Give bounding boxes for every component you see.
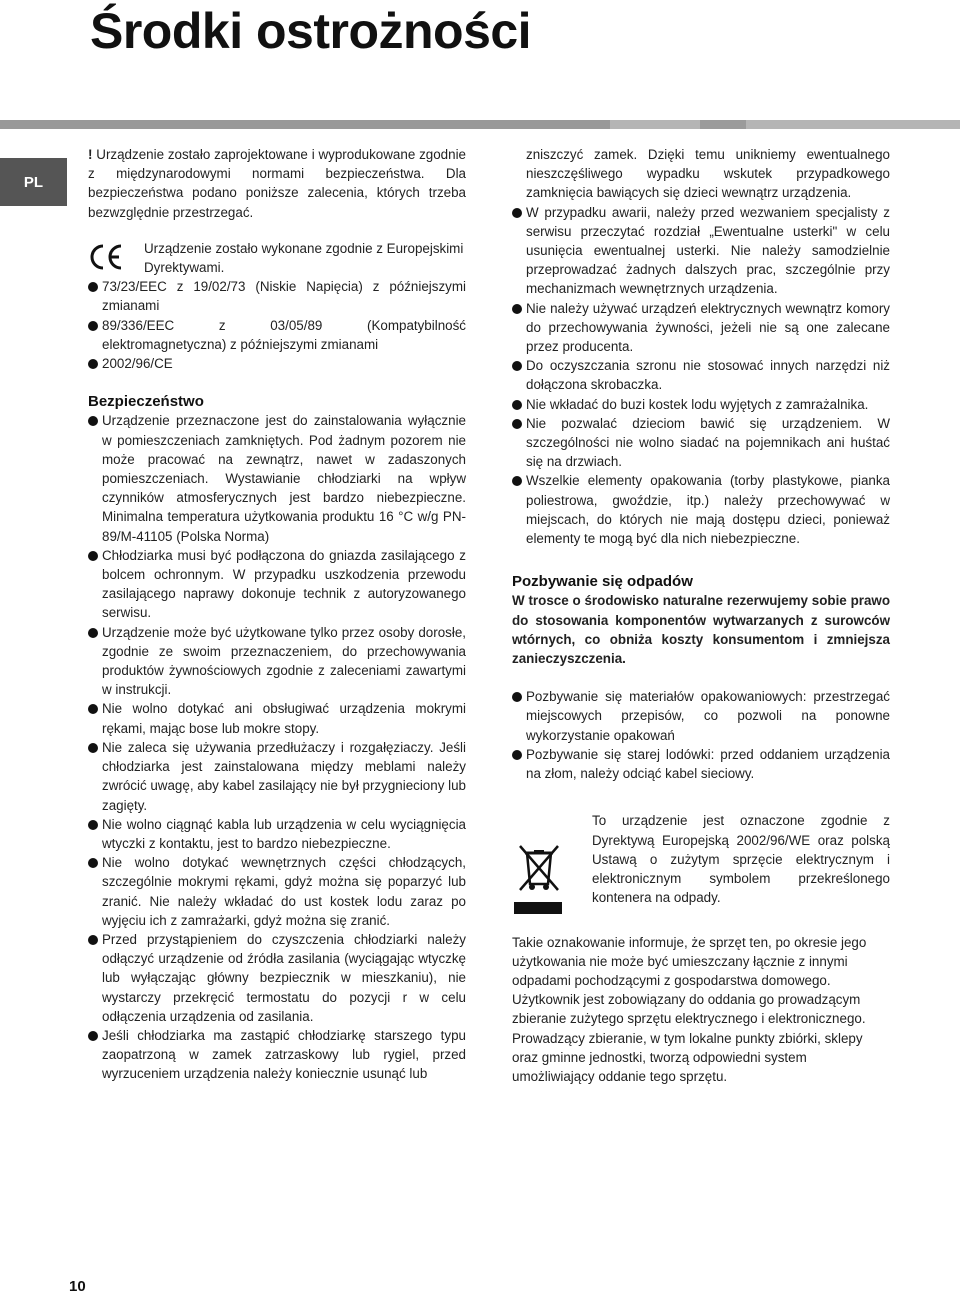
safety-heading: Bezpieczeństwo	[88, 393, 204, 411]
bullet-dot-icon	[512, 361, 522, 371]
safety-item	[88, 699, 466, 737]
bullet-dot-icon	[88, 1031, 98, 1041]
bullet-dot-icon	[512, 419, 522, 429]
safety-text: Nie wolno ciągnąć kabla lub urządzenia w celu wyciągnięcia wtyczki z kontaktu, jest to bardzo niebezpieczne.	[102, 816, 466, 851]
bullet-dot-icon	[88, 858, 98, 868]
safety-text: Urządzenie przeznaczone jest do zainstalowania wyłącznie w pomieszczeniach zamkniętych. Pod żadnym pozorem nie może pracować na zewnątrz, nawet w zadaszonych pomieszczeniach. Wystawianie chłodziarki na wpływ czynników atmosferycznych jest bardzo niebezpieczne. Minimalna temperatura użytkowania produktu 16 °C w/g PN-89/M-41105 (Polska Norma)	[102, 413, 466, 544]
continuation-text: zniszczyć zamek. Dzięki temu unikniemy ewentualnego nieszczęśliwego wypadku wskutek przypadkowego zamknięcia bawiących się dzieci wewnątrz urządzenia.	[526, 147, 890, 201]
warning-mark: !	[88, 147, 93, 162]
bullet-dot-icon	[88, 551, 98, 561]
safety-text: Nie wkładać do buzi kostek lodu wyjętych z zamrażalnika.	[526, 396, 869, 412]
safety-item	[512, 203, 890, 299]
wheelie-bin-drawing	[514, 842, 564, 894]
language-badge: PL	[0, 158, 67, 206]
bullet-dot-icon	[88, 628, 98, 638]
safety-item	[512, 356, 890, 394]
safety-text: Nie wolno dotykać ani obsługiwać urządzenia mokrymi rękami, mając bose lub mokre stopy.	[102, 701, 466, 736]
safety-text: Nie wolno dotykać wewnętrznych części chłodzących, szczególnie mokrymi rękami, gdyż można się poparzyć lub zranić. Nie należy wkładać do ust kostek lodu zaraz po wyjęciu ich z zamrażarki, gdyż można się zranić.	[102, 855, 466, 928]
safety-text: Urządzenie może być użytkowane tylko przez osoby dorosłe, zgodnie ze swoim przeznaczeniem, do przechowywania produktów żywnościowych zgodnie z zaleceniami zawartymi w instrukcji.	[102, 624, 466, 698]
ce-text: Urządzenie zostało wykonane zgodnie z Europejskimi Dyrektywami.	[144, 240, 464, 276]
bullet-dot-icon	[512, 304, 522, 314]
safety-text: Nie pozwalać dzieciom bawić się urządzeniem. W szczególności nie wolno siadać na pojemnikach ani huśtać się na drzwiach.	[526, 415, 890, 470]
safety-item	[512, 414, 890, 472]
safety-text: Przed przystąpieniem do czyszczenia chłodziarki należy odłączyć urządzenie od źródła zasilania (wyciągając wtyczkę lub wyłączając główny bezpiecznik w mieszkaniu), nie wystarczy przekręcić termostatu do pozycji r w celu odłączenia urządzenia od zasilania.	[102, 931, 466, 1024]
bullet-dot-icon	[88, 935, 98, 945]
header-rule-mark-segment	[700, 120, 746, 129]
directive-text: 89/336/EEC z 03/05/89 (Kompatybilność elektromagnetyczna) z późniejszymi zmianami	[102, 317, 466, 352]
bullet-dot-icon	[512, 400, 522, 410]
disposal-item	[512, 687, 890, 745]
safety-item	[88, 411, 466, 545]
safety-text: Wszelkie elementy opakowania (torby plastykowe, pianka poliestrowa, gwoździe, itp.) należy przechowywać w miejscach, do których nie mają dostępu dzieci, ponieważ elementy te mogą być dla nich niebezpieczne.	[526, 473, 890, 547]
safety-item	[88, 623, 466, 700]
ce-mark-icon	[88, 242, 124, 272]
intro-text: Urządzenie zostało zaprojektowane i wyprodukowane zgodnie z międzynarodowymi normami bezpieczeństwa. Dla bezpieczeństwa podano poniższe zalecenia, których trzeba bezwzględnie przestrzegać.	[88, 147, 466, 220]
safety-item	[88, 546, 466, 623]
safety-item	[512, 299, 890, 357]
disposal-text: Pozbywanie się starej lodówki: przed oddaniem urządzenia na złom, należy odciąć kabel sieciowy.	[526, 746, 890, 782]
safety-text: Nie zaleca się używania przedłużaczy i rozgałęziaczy. Jeśli chłodziarka jest zainstalowana między meblami należy zwrócić uwagę, aby kabel zasilający nie był przygnieciony lub zagięty.	[102, 739, 466, 813]
intro-paragraph	[88, 145, 466, 222]
safety-item	[88, 815, 466, 853]
weee-bar	[514, 902, 562, 914]
bullet-dot-icon	[88, 282, 98, 292]
header-rule-light-segment	[610, 120, 960, 129]
safety-item	[88, 738, 466, 815]
page-number: 10	[69, 1278, 86, 1295]
bullet-dot-icon	[512, 692, 522, 702]
safety-text: Do oczyszczania szronu nie stosować innych narzędzi niż dołączona skrobaczka.	[526, 358, 890, 393]
header-rule	[0, 120, 960, 129]
safety-item	[512, 395, 890, 414]
safety-item	[88, 853, 466, 930]
bullet-dot-icon	[88, 820, 98, 830]
disposal-heading: Pozbywanie się odpadów	[512, 573, 693, 591]
safety-item	[512, 471, 890, 548]
right-column	[512, 145, 890, 1086]
bullet-dot-icon	[88, 743, 98, 753]
left-column	[88, 145, 466, 1084]
bullet-dot-icon	[512, 208, 522, 218]
safety-text: Nie należy używać urządzeń elektrycznych wewnątrz komory do przechowywania żywności, jeżeli nie są one zalecane przez producenta.	[526, 300, 890, 355]
closing-paragraph: Takie oznakowanie informuje, że sprzęt ten, po okresie jego użytkowania nie może być umieszczany łącznie z innymi odpadami pochodzącymi z gospodarstwa domowego. Użytkownik jest zobowiązany do oddania go prowadzącym zbieranie zużytego sprzętu elektrycznego i elektronicznego. Prowadzący zbieranie, w tym lokalne punkty zbiórki, sklepy oraz gminne jednostki, tworzą odpowiedni system umożliwiający oddanie tego sprzętu.	[512, 934, 867, 1084]
bullet-dot-icon	[88, 359, 98, 369]
weee-text: To urządzenie jest oznaczone zgodnie z Dyrektywą Europejską 2002/96/WE oraz polską Ustawą o zużytym sprzęcie elektrycznym i elektronicznym symbolem przekreślonego kontenera na odpady.	[592, 813, 890, 906]
directive-text: 2002/96/CE	[102, 356, 173, 372]
disposal-lead: W trosce o środowisko naturalne rezerwujemy sobie prawo do stosowania komponentów wytwarzanych z surowców wtórnych, co obniża koszty konsumentom i zmniejsza zanieczyszczenia.	[512, 593, 890, 667]
ce-declaration	[88, 239, 466, 277]
bullet-dot-icon	[512, 750, 522, 760]
page-title: Środki ostrożności	[90, 3, 532, 59]
safety-item	[88, 930, 466, 1026]
safety-text: Chłodziarka musi być podłączona do gniazda zasilającego z bolcem ochronnym. W przypadku uszkodzenia przewodu zasilającego naprawy dokonuje technik z autoryzowanego serwisu.	[102, 547, 466, 621]
directive-item	[88, 354, 466, 373]
safety-item	[88, 1026, 466, 1084]
bullet-dot-icon	[512, 476, 522, 486]
disposal-item	[512, 745, 890, 783]
bullet-dot-icon	[88, 704, 98, 714]
directive-item	[88, 316, 466, 354]
bullet-dot-icon	[88, 321, 98, 331]
safety-text: Jeśli chłodziarka ma zastąpić chłodziarkę starszego typu zaopatrzoną w zamek zatrzaskowy lub rygiel, przed wyrzuceniem urządzenia należy koniecznie usunąć lub	[102, 1027, 466, 1082]
bullet-dot-icon	[88, 416, 98, 426]
safety-text: W przypadku awarii, należy przed wezwaniem specjalisty z serwisu przeczytać rozdział „Ewentualne usterki" w celu usunięcia ewentualnej usterki. Nie należy samodzielnie przeprowadzać żadnych dalszych prac, szczególnie przy mechanizmach wewnętrznych urządzenia.	[526, 204, 890, 297]
disposal-text: Pozbywanie się materiałów opakowaniowych: przestrzegać miejscowych przepisów, co pozwoli na ponowne wykorzystanie opakowań	[526, 689, 890, 743]
directive-item	[88, 277, 466, 315]
weee-notice	[512, 811, 890, 913]
directive-text: 73/23/EEC z 19/02/73 (Niskie Napięcia) z późniejszymi zmianami	[102, 279, 466, 314]
crossed-out-wheelie-bin-icon	[514, 811, 566, 913]
